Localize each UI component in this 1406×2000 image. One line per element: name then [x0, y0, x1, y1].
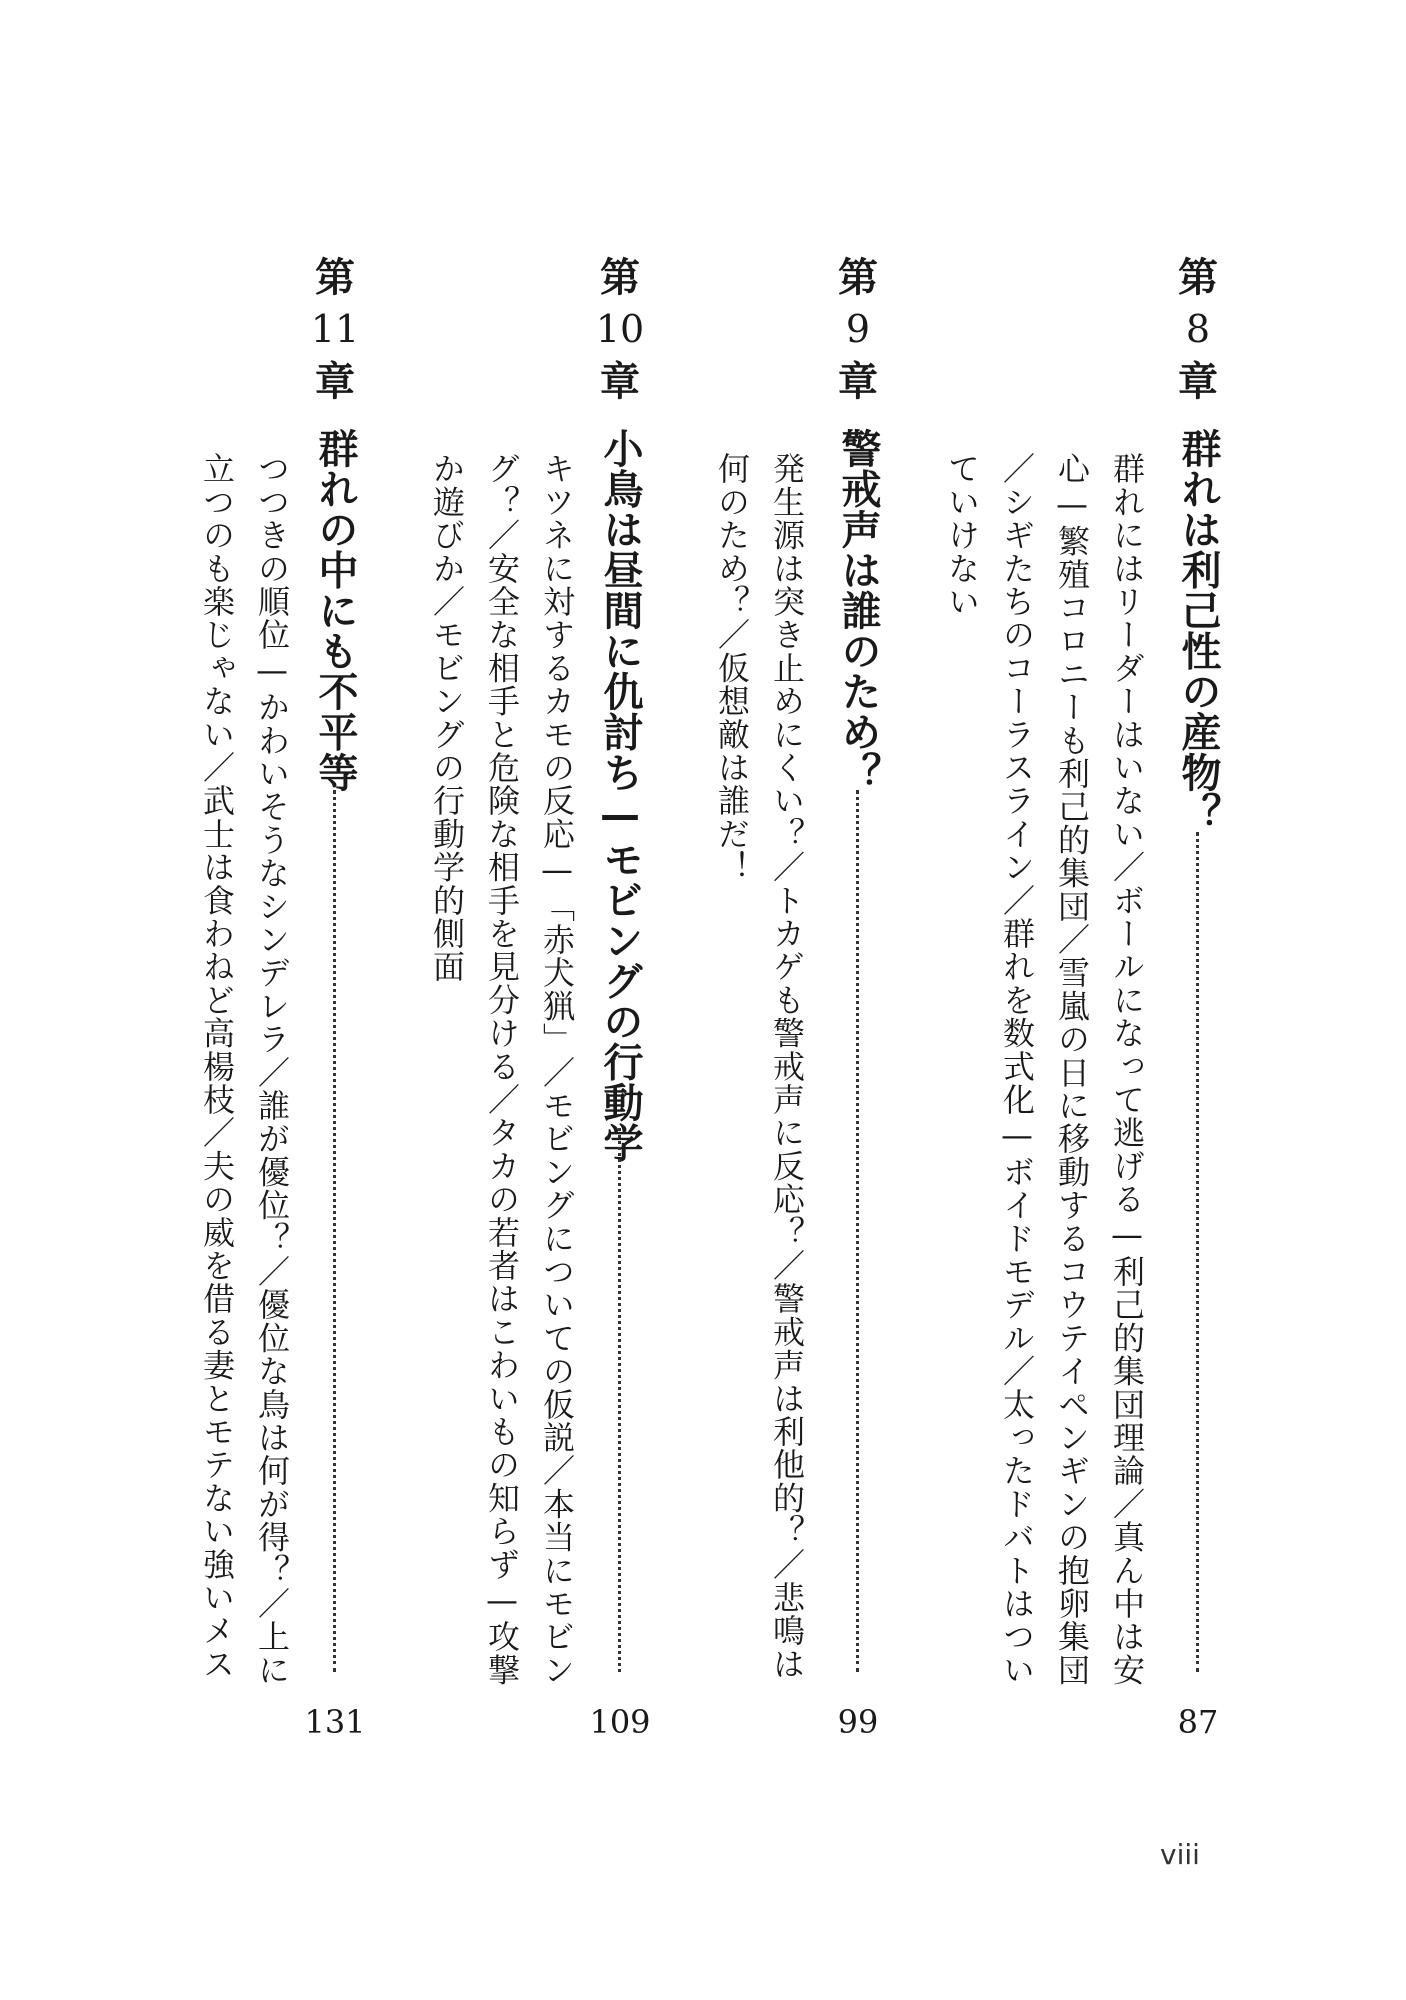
- dot-leader: [333, 790, 340, 1672]
- chapter-description-line: グ？／安全な相手と危険な相手を見分ける／タカの若者はこわいもの知らず—攻撃: [483, 452, 521, 1687]
- chapter-description-line: 何のため？／仮想敵は誰だ！: [713, 452, 751, 884]
- chapter-number: 第 11 章: [310, 255, 360, 405]
- dot-leader: [618, 1128, 625, 1672]
- chapter-description-line: ／シギたちのコーラスライン／群れを数式化—ボイドモデル／太ったドバトはつい: [998, 452, 1036, 1687]
- page-number[interactable]: 87: [1177, 1703, 1219, 1741]
- chapter-title[interactable]: 群れの中にも不平等: [312, 428, 358, 793]
- chapter-description-line: 立つのも楽じゃない／武士は食わねど高楊枝／夫の威を借る妻とモテない強いメス: [198, 452, 236, 1681]
- page-number[interactable]: 109: [589, 1703, 651, 1741]
- chapter-description-line: キツネに対するカモの反応—「赤犬猟」／モビングについての仮説／本当にモビン: [538, 452, 576, 1687]
- dot-leader: [1196, 832, 1203, 1672]
- chapter-description-line: ていけない: [943, 452, 981, 618]
- chapter-description-line: 群れにはリーダーはいない／ボールになって逃げる—利己的集団理論／真ん中は安: [1108, 452, 1146, 1687]
- page-number[interactable]: 131: [304, 1703, 366, 1741]
- chapter-description-line: 心—繁殖コロニーも利己的集団／雪嵐の日に移動するコウテイペンギンの抱卵集団: [1053, 452, 1091, 1687]
- chapter-description-line: つつきの順位—かわいそうなシンデレラ／誰が優位？／優位な鳥は何が得？／上に: [253, 452, 291, 1687]
- chapter-title[interactable]: 警戒声は誰のため？: [835, 428, 881, 793]
- dot-leader: [856, 790, 863, 1672]
- chapter-number: 第 8 章: [1178, 255, 1218, 405]
- chapter-description-line: 発生源は突き止めにくい？／トカゲも警戒声に反応？／警戒声は利他的？／悲鳴は: [768, 452, 806, 1681]
- page-number[interactable]: 99: [837, 1703, 879, 1741]
- folio-page-number: viii: [1160, 1838, 1200, 1871]
- chapter-description-line: か遊びか／モビングの行動学的側面: [428, 452, 466, 984]
- chapter-title[interactable]: 小鳥は昼間に仇討ち—モビングの行動学: [597, 428, 643, 1163]
- chapter-number: 第 9 章: [838, 255, 878, 405]
- chapter-number: 第 10 章: [595, 255, 645, 405]
- chapter-title[interactable]: 群れは利己性の産物？: [1175, 428, 1221, 833]
